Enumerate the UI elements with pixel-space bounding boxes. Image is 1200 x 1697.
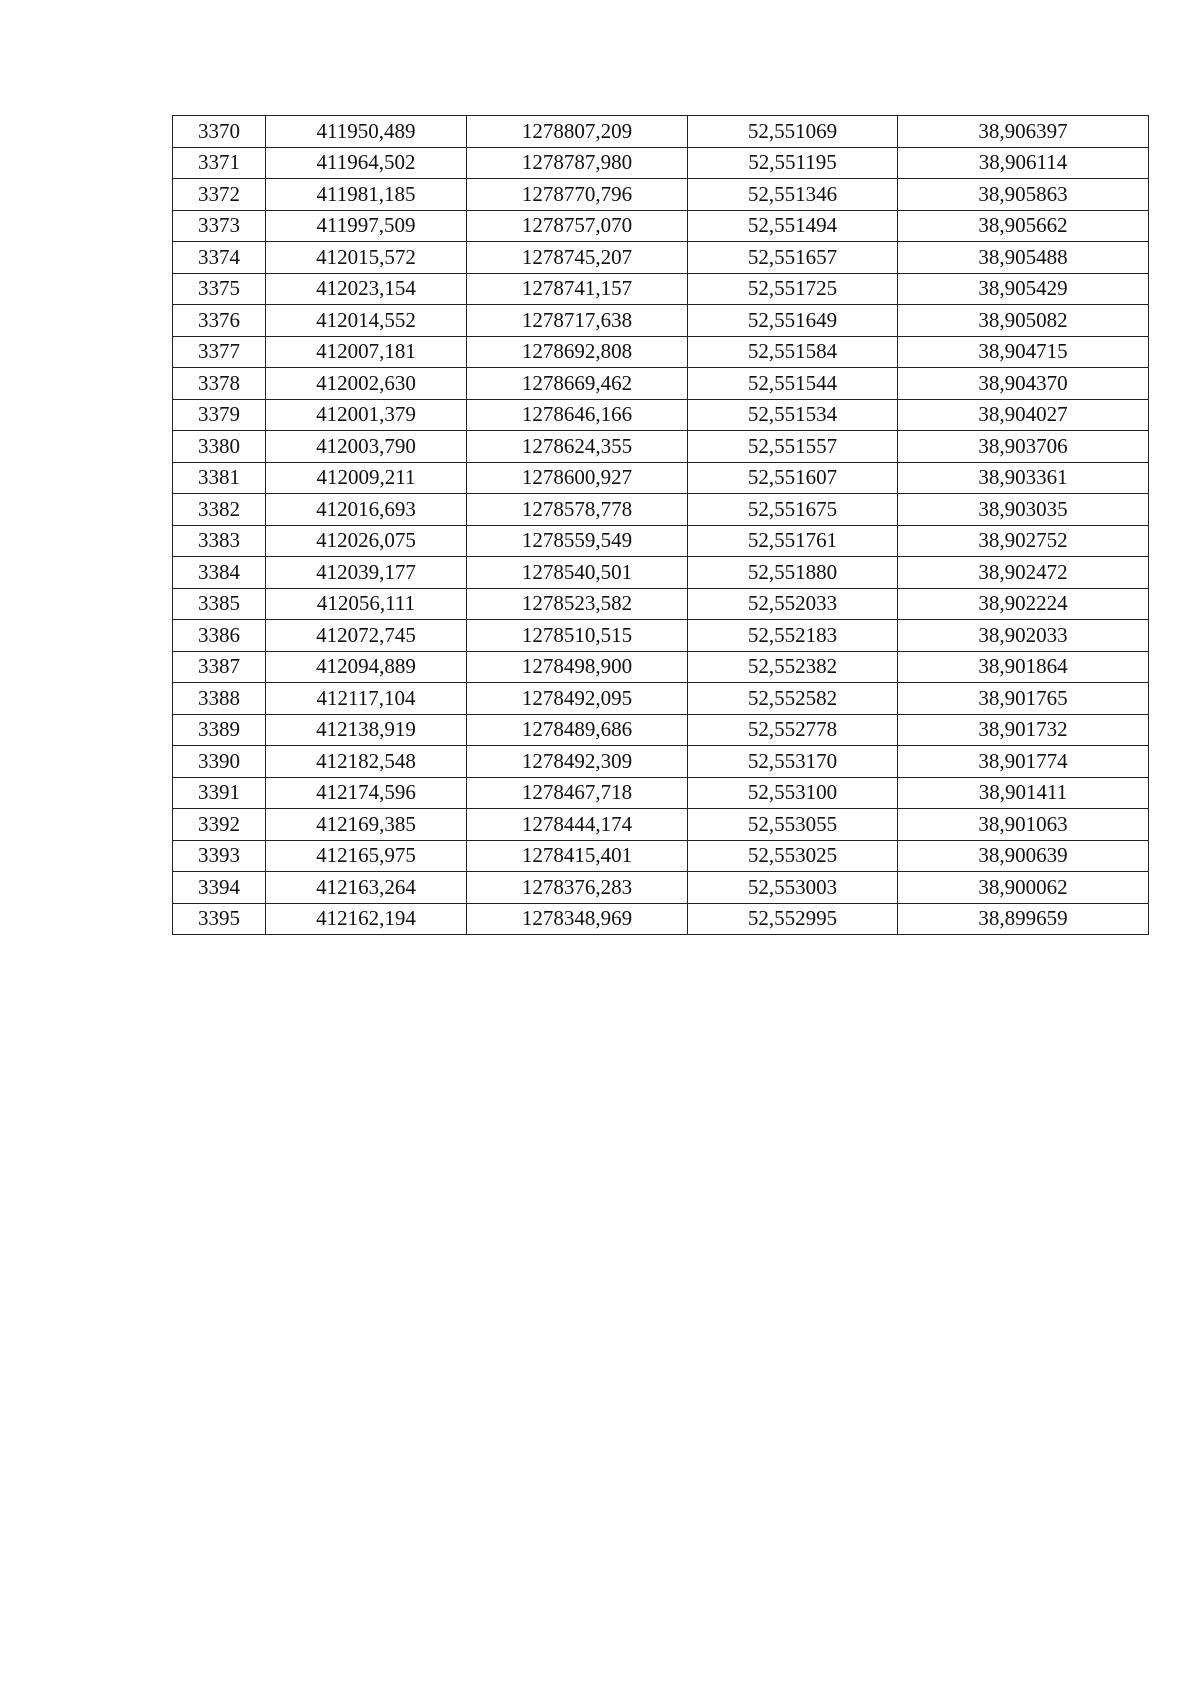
table-row — [173, 651, 1149, 683]
longitude-cell: 38,902033 — [898, 620, 1149, 652]
point-number-cell: 3376 — [173, 305, 266, 337]
latitude-cell: 52,551557 — [688, 431, 898, 463]
longitude-cell: 38,903035 — [898, 494, 1149, 526]
table-row — [173, 494, 1149, 526]
y-coordinate-cell: 1278745,207 — [467, 242, 688, 274]
latitude-cell: 52,553170 — [688, 746, 898, 778]
x-coordinate-cell: 412182,548 — [266, 746, 467, 778]
x-coordinate-cell: 412023,154 — [266, 273, 467, 305]
y-coordinate-cell: 1278444,174 — [467, 809, 688, 841]
y-coordinate-cell: 1278669,462 — [467, 368, 688, 400]
table-row — [173, 525, 1149, 557]
table-row — [173, 431, 1149, 463]
x-coordinate-cell: 412015,572 — [266, 242, 467, 274]
latitude-cell: 52,551534 — [688, 399, 898, 431]
x-coordinate-cell: 412174,596 — [266, 777, 467, 809]
x-coordinate-cell: 411950,489 — [266, 116, 467, 148]
x-coordinate-cell: 412072,745 — [266, 620, 467, 652]
latitude-cell: 52,551069 — [688, 116, 898, 148]
x-coordinate-cell: 411981,185 — [266, 179, 467, 211]
latitude-cell: 52,551675 — [688, 494, 898, 526]
x-coordinate-cell: 412016,693 — [266, 494, 467, 526]
longitude-cell: 38,900062 — [898, 872, 1149, 904]
point-number-cell: 3386 — [173, 620, 266, 652]
point-number-cell: 3375 — [173, 273, 266, 305]
x-coordinate-cell: 412163,264 — [266, 872, 467, 904]
point-number-cell: 3370 — [173, 116, 266, 148]
point-number-cell: 3372 — [173, 179, 266, 211]
latitude-cell: 52,553055 — [688, 809, 898, 841]
x-coordinate-cell: 412009,211 — [266, 462, 467, 494]
coordinates-table-body — [173, 116, 1149, 935]
latitude-cell: 52,551725 — [688, 273, 898, 305]
y-coordinate-cell: 1278624,355 — [467, 431, 688, 463]
x-coordinate-cell: 411997,509 — [266, 210, 467, 242]
longitude-cell: 38,905863 — [898, 179, 1149, 211]
point-number-cell: 3395 — [173, 903, 266, 935]
point-number-cell: 3390 — [173, 746, 266, 778]
longitude-cell: 38,903361 — [898, 462, 1149, 494]
latitude-cell: 52,551607 — [688, 462, 898, 494]
latitude-cell: 52,552582 — [688, 683, 898, 715]
point-number-cell: 3393 — [173, 840, 266, 872]
point-number-cell: 3379 — [173, 399, 266, 431]
latitude-cell: 52,551649 — [688, 305, 898, 337]
table-row — [173, 683, 1149, 715]
x-coordinate-cell: 412003,790 — [266, 431, 467, 463]
table-row — [173, 714, 1149, 746]
latitude-cell: 52,551761 — [688, 525, 898, 557]
point-number-cell: 3382 — [173, 494, 266, 526]
y-coordinate-cell: 1278692,808 — [467, 336, 688, 368]
latitude-cell: 52,552778 — [688, 714, 898, 746]
latitude-cell: 52,553100 — [688, 777, 898, 809]
table-row — [173, 116, 1149, 148]
longitude-cell: 38,906397 — [898, 116, 1149, 148]
longitude-cell: 38,905488 — [898, 242, 1149, 274]
longitude-cell: 38,902224 — [898, 588, 1149, 620]
longitude-cell: 38,903706 — [898, 431, 1149, 463]
x-coordinate-cell: 412001,379 — [266, 399, 467, 431]
point-number-cell: 3394 — [173, 872, 266, 904]
point-number-cell: 3385 — [173, 588, 266, 620]
point-number-cell: 3383 — [173, 525, 266, 557]
y-coordinate-cell: 1278489,686 — [467, 714, 688, 746]
point-number-cell: 3391 — [173, 777, 266, 809]
table-row — [173, 746, 1149, 778]
point-number-cell: 3381 — [173, 462, 266, 494]
point-number-cell: 3387 — [173, 651, 266, 683]
y-coordinate-cell: 1278498,900 — [467, 651, 688, 683]
y-coordinate-cell: 1278510,515 — [467, 620, 688, 652]
latitude-cell: 52,551584 — [688, 336, 898, 368]
y-coordinate-cell: 1278717,638 — [467, 305, 688, 337]
longitude-cell: 38,904027 — [898, 399, 1149, 431]
y-coordinate-cell: 1278787,980 — [467, 147, 688, 179]
x-coordinate-cell: 412056,111 — [266, 588, 467, 620]
point-number-cell: 3392 — [173, 809, 266, 841]
table-row — [173, 840, 1149, 872]
table-row — [173, 777, 1149, 809]
longitude-cell: 38,901864 — [898, 651, 1149, 683]
y-coordinate-cell: 1278757,070 — [467, 210, 688, 242]
longitude-cell: 38,899659 — [898, 903, 1149, 935]
longitude-cell: 38,901411 — [898, 777, 1149, 809]
longitude-cell: 38,901765 — [898, 683, 1149, 715]
point-number-cell: 3384 — [173, 557, 266, 589]
y-coordinate-cell: 1278523,582 — [467, 588, 688, 620]
table-row — [173, 368, 1149, 400]
table-row — [173, 147, 1149, 179]
table-row — [173, 462, 1149, 494]
x-coordinate-cell: 412039,177 — [266, 557, 467, 589]
latitude-cell: 52,551657 — [688, 242, 898, 274]
latitude-cell: 52,552995 — [688, 903, 898, 935]
point-number-cell: 3378 — [173, 368, 266, 400]
latitude-cell: 52,551494 — [688, 210, 898, 242]
longitude-cell: 38,902752 — [898, 525, 1149, 557]
x-coordinate-cell: 412165,975 — [266, 840, 467, 872]
y-coordinate-cell: 1278540,501 — [467, 557, 688, 589]
longitude-cell: 38,900639 — [898, 840, 1149, 872]
longitude-cell: 38,904715 — [898, 336, 1149, 368]
y-coordinate-cell: 1278600,927 — [467, 462, 688, 494]
longitude-cell: 38,901774 — [898, 746, 1149, 778]
coordinates-table — [172, 115, 1149, 935]
x-coordinate-cell: 412026,075 — [266, 525, 467, 557]
latitude-cell: 52,552382 — [688, 651, 898, 683]
point-number-cell: 3377 — [173, 336, 266, 368]
longitude-cell: 38,905662 — [898, 210, 1149, 242]
y-coordinate-cell: 1278348,969 — [467, 903, 688, 935]
table-row — [173, 305, 1149, 337]
latitude-cell: 52,553025 — [688, 840, 898, 872]
y-coordinate-cell: 1278467,718 — [467, 777, 688, 809]
x-coordinate-cell: 412162,194 — [266, 903, 467, 935]
x-coordinate-cell: 411964,502 — [266, 147, 467, 179]
table-row — [173, 179, 1149, 211]
latitude-cell: 52,551880 — [688, 557, 898, 589]
latitude-cell: 52,551195 — [688, 147, 898, 179]
longitude-cell: 38,905429 — [898, 273, 1149, 305]
point-number-cell: 3373 — [173, 210, 266, 242]
point-number-cell: 3389 — [173, 714, 266, 746]
x-coordinate-cell: 412094,889 — [266, 651, 467, 683]
table-row — [173, 557, 1149, 589]
x-coordinate-cell: 412117,104 — [266, 683, 467, 715]
table-row — [173, 336, 1149, 368]
y-coordinate-cell: 1278376,283 — [467, 872, 688, 904]
y-coordinate-cell: 1278492,095 — [467, 683, 688, 715]
x-coordinate-cell: 412007,181 — [266, 336, 467, 368]
x-coordinate-cell: 412002,630 — [266, 368, 467, 400]
longitude-cell: 38,901063 — [898, 809, 1149, 841]
point-number-cell: 3371 — [173, 147, 266, 179]
y-coordinate-cell: 1278578,778 — [467, 494, 688, 526]
latitude-cell: 52,552183 — [688, 620, 898, 652]
longitude-cell: 38,902472 — [898, 557, 1149, 589]
y-coordinate-cell: 1278807,209 — [467, 116, 688, 148]
point-number-cell: 3388 — [173, 683, 266, 715]
point-number-cell: 3380 — [173, 431, 266, 463]
y-coordinate-cell: 1278559,549 — [467, 525, 688, 557]
longitude-cell: 38,906114 — [898, 147, 1149, 179]
y-coordinate-cell: 1278741,157 — [467, 273, 688, 305]
y-coordinate-cell: 1278415,401 — [467, 840, 688, 872]
longitude-cell: 38,901732 — [898, 714, 1149, 746]
y-coordinate-cell: 1278770,796 — [467, 179, 688, 211]
latitude-cell: 52,551346 — [688, 179, 898, 211]
table-row — [173, 903, 1149, 935]
table-row — [173, 620, 1149, 652]
latitude-cell: 52,553003 — [688, 872, 898, 904]
y-coordinate-cell: 1278492,309 — [467, 746, 688, 778]
table-row — [173, 273, 1149, 305]
longitude-cell: 38,905082 — [898, 305, 1149, 337]
table-row — [173, 809, 1149, 841]
table-row — [173, 210, 1149, 242]
table-row — [173, 242, 1149, 274]
table-row — [173, 588, 1149, 620]
point-number-cell: 3374 — [173, 242, 266, 274]
x-coordinate-cell: 412169,385 — [266, 809, 467, 841]
longitude-cell: 38,904370 — [898, 368, 1149, 400]
table-row — [173, 399, 1149, 431]
latitude-cell: 52,551544 — [688, 368, 898, 400]
table-row — [173, 872, 1149, 904]
y-coordinate-cell: 1278646,166 — [467, 399, 688, 431]
x-coordinate-cell: 412014,552 — [266, 305, 467, 337]
latitude-cell: 52,552033 — [688, 588, 898, 620]
x-coordinate-cell: 412138,919 — [266, 714, 467, 746]
